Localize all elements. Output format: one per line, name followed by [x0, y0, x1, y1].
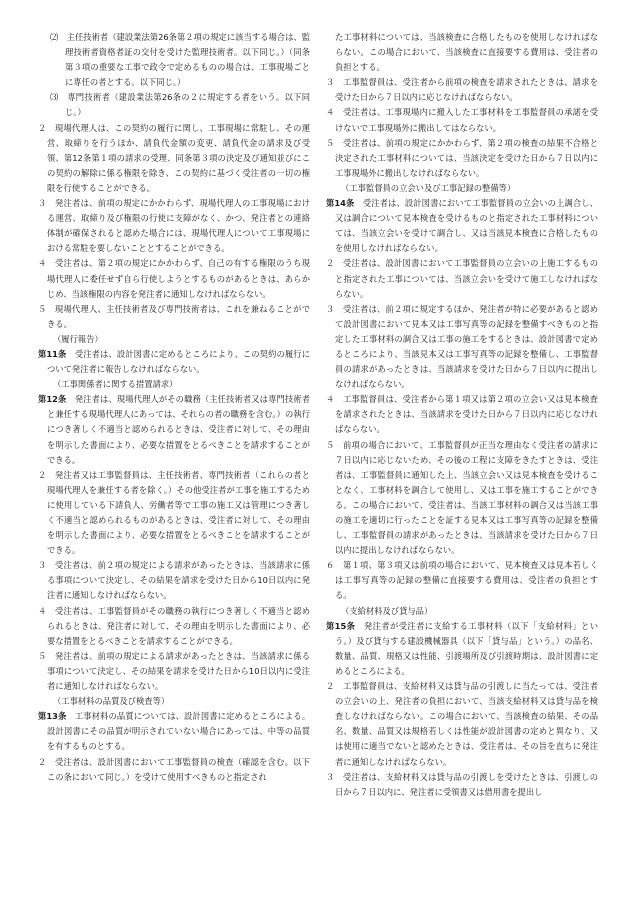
paragraph-text: 受注者は、設計図書に定めるところにより、この契約の履行について発注者に報告しなければならない。: [47, 348, 310, 375]
paragraph-text: ５ 現場代理人、主任技術者及び専門技術者は、これを兼ねることができる。: [38, 303, 310, 329]
paragraph-text: （履行報告）: [53, 333, 103, 344]
clause-paragraph: [38, 121, 310, 196]
right-column: [326, 30, 598, 890]
paragraph-text: た工事材料については、当該検査に合格したものを使用しなければならない。この場合において、当該検査に直接要する費用は、受注者の負担とする。: [335, 32, 598, 73]
continued-text: [326, 30, 598, 75]
article-number: 第15条: [326, 620, 356, 631]
paragraph-text: ３ 発注者は、前項の規定にかかわらず、現場代理人の工事現場における運営、取締り及び権限の行使に支障がなく、かつ、発注者との連絡体制が確保されると認めた場合には、現場代理人について工事現場における常駐を要しないこととすることができる。: [38, 198, 310, 254]
paragraph-text: （工事監督員の立会い及び工事記録の整備等）: [341, 182, 516, 193]
sub-item: [38, 30, 310, 90]
paragraph-text: ５ 前項の場合において、工事監督員が正当な理由なく受注者の請求に７日以内に応じないため、その後の工程に支障をきたすときは、受注者は、工事監督員に通知した上、当該立会い又は見本検査を受けることなく、工事材料を調合して使用し、又は工事を施工することができる。この場合において、受注者は、当該工事材料の調合又は当該工事の施工を適切に行ったことを証する見本又は工事写真等の記録を整備し、工事監督員の請求があったときは、当該請求を受けた日から７日以内に提出しなければならない。: [326, 439, 598, 556]
sub-item: [38, 90, 310, 120]
clause-paragraph: [326, 75, 598, 105]
article-number: 第13条: [38, 711, 67, 722]
section-heading: [38, 694, 310, 709]
paragraph-text: ２ 受注者は、設計図書において工事監督員の立会いの上施工するものと指定された工事については、当該立会いを受けて施工しなければならない。: [326, 258, 598, 299]
article-paragraph: [38, 392, 310, 467]
article-paragraph: [326, 196, 598, 256]
section-heading: [326, 181, 598, 196]
paragraph-text: 工事材料の品質については、設計図書に定めるところによる。設計図書にその品質が明示されていない場合にあっては、中等の品質を有するものとする。: [47, 711, 310, 752]
article-number: 第12条: [38, 394, 67, 405]
paragraph-text: 発注者が受注者に支給する工事材料（以下「支給材料」という。）及び貸与する建設機械器具（以下「貸与品」という。）の品名、数量、品質、規格又は性能、引渡場所及び引渡時期は、設計図書に定めるところによる。: [335, 620, 598, 676]
paragraph-text: ⑶ 専門技術者（建設業法第26条の２に規定する者をいう。以下同じ。）: [50, 92, 310, 118]
section-heading: [38, 377, 310, 392]
paragraph-text: （支給材料及び貸与品）: [341, 605, 433, 616]
paragraph-text: ⑵ 主任技術者（建設業法第26条第２項の規定に該当する場合は、監理技術者資格者証の交付を受けた監理技術者。以下同じ。）（同条第３項の重要な工事で政令で定めるものの場合は、工事現場ごとに専任の者とする。以下同じ。）: [50, 32, 310, 88]
section-heading: [38, 332, 310, 347]
clause-paragraph: [326, 105, 598, 135]
clause-paragraph: [326, 392, 598, 437]
clause-paragraph: [326, 136, 598, 181]
paragraph-text: ２ 発注者又は工事監督員は、主任技術者、専門技術者（これらの者と現場代理人を兼任する者を除く。）その他受注者が工事を施工するために使用している下請負人、労働者等で工事の施工又は管理につき著しく不適当と認められるものがあるときは、受注者に対して、その理由を明示した書面により、必要な措置をとるべきことを請求することができる。: [38, 469, 310, 556]
clause-paragraph: [326, 679, 598, 770]
article-paragraph: [38, 709, 310, 754]
clause-paragraph: [38, 755, 310, 785]
clause-paragraph: [326, 438, 598, 559]
paragraph-text: ２ 現場代理人は、この契約の履行に関し、工事現場に常駐し、その運営、取締りを行うほか、請負代金額の変更、請負代金の請求及び受領、第12条第１項の請求の受理、同条第３項の決定及び通知並びにこの契約の解除に係る権限を除き、この契約に基づく受注者の一切の権限を行使することができる。: [38, 122, 310, 193]
paragraph-text: ３ 工事監督員は、受注者から前項の検査を請求されたときは、請求を受けた日から７日以内に応じなければならない。: [326, 77, 598, 103]
paragraph-text: ２ 工事監督員は、支給材料又は貸与品の引渡しに当たっては、受注者の立会いの上、発注者の負担において、当該支給材料又は貸与品を検査しなければならない。この場合において、当該検査の結果、その品名、数量、品質又は規格若しくは性能が設計図書の定めと異なり、又は使用に適当でないと認めたときは、受注者は、その旨を直ちに発注者に通知しなければならない。: [326, 681, 598, 767]
paragraph-text: ５ 発注者は、前項の規定による請求があったときは、当該請求に係る事項について決定し、その結果を請求を受けた日から10日以内に受注者に通知しなければならない。: [38, 650, 310, 692]
paragraph-text: （工事関係者に関する措置請求）: [53, 379, 178, 390]
paragraph-text: ６ 第１項、第３項又は前項の場合において、見本検査又は見本若しくは工事写真等の記録の整備に直接要する費用は、受注者の負担とする。: [326, 560, 598, 601]
paragraph-text: ４ 受注者は、工事現場内に搬入した工事材料を工事監督員の承諾を受けないで工事現場外に搬出してはならない。: [326, 107, 598, 133]
article-number: 第11条: [38, 348, 67, 359]
paragraph-text: ５ 受注者は、前項の規定にかかわらず、第２項の検査の結果不合格と決定された工事材料については、当該決定を受けた日から７日以内に工事現場外に搬出しなければならない。: [326, 137, 598, 178]
document-page: [38, 30, 598, 890]
clause-paragraph: [38, 468, 310, 559]
clause-paragraph: [38, 604, 310, 649]
clause-paragraph: [326, 558, 598, 603]
paragraph-text: ４ 工事監督員は、受注者から第１項又は第２項の立会い又は見本検査を請求されたときは、当該請求を受けた日から７日以内に応じなければならない。: [326, 394, 598, 435]
paragraph-text: ４ 受注者は、工事監督員がその職務の執行につき著しく不適当と認められるときは、発注者に対して、その理由を明示した書面により、必要な措置をとるべきことを請求することができる。: [38, 605, 310, 646]
paragraph-text: 発注者は、現場代理人がその職務（主任技術者又は専門技術者と兼任する現場代理人にあっては、それらの者の職務を含む。）の執行につき著しく不適当と認められるときは、受注者に対して、その理由を明示した書面により、必要な措置をとるべきことを請求することができる。: [47, 394, 310, 465]
article-paragraph: [38, 347, 310, 377]
paragraph-text: ２ 受注者は、設計図書において工事監督員の検査（確認を含む。以下この条において同じ。）を受けて使用すべきものと指定され: [38, 756, 310, 782]
clause-paragraph: [38, 649, 310, 694]
clause-paragraph: [38, 558, 310, 603]
clause-paragraph: [38, 196, 310, 256]
clause-paragraph: [38, 256, 310, 301]
clause-paragraph: [38, 302, 310, 332]
article-paragraph: [326, 619, 598, 679]
clause-paragraph: [326, 770, 598, 800]
paragraph-text: 受注者は、設計図書において工事監督員の立会いの上調合し、又は調合について見本検査を受けるものと指定された工事材料については、当該立会いを受けて調合し、又は当該見本検査に合格したものを使用しなければならない。: [335, 198, 598, 254]
section-heading: [326, 604, 598, 619]
paragraph-text: ３ 受注者は、支給材料又は貸与品の引渡しを受けたときは、引渡しの日から７日以内に、発注者に受領書又は借用書を提出し: [326, 771, 598, 797]
paragraph-text: ３ 受注者は、前２項に規定するほか、発注者が特に必要があると認めて設計図書において見本又は工事写真等の記録を整備すべきものと指定した工事材料の調合又は工事の施工をするときは、設計図書で定めるところにより、当該見本又は工事写真等の記録を整備し、工事監督員の請求があったときは、当該請求を受けた日から７日以内に提出しなければならない。: [326, 303, 598, 390]
article-number: 第14条: [326, 198, 355, 209]
paragraph-text: （工事材料の品質及び検査等）: [53, 696, 170, 707]
paragraph-text: ３ 受注者は、前２項の規定による請求があったときは、当該請求に係る事項について決定し、その結果を請求を受けた日から10日以内に発注者に通知しなければならない。: [38, 560, 310, 601]
paragraph-text: ４ 受注者は、第２項の規定にかかわらず、自己の有する権限のうち現場代理人に委任せず自ら行使しようとするものがあるときは、あらかじめ、当該権限の内容を発注者に通知しなければならない。: [38, 258, 310, 299]
clause-paragraph: [326, 256, 598, 301]
left-column: [38, 30, 310, 890]
clause-paragraph: [326, 302, 598, 393]
